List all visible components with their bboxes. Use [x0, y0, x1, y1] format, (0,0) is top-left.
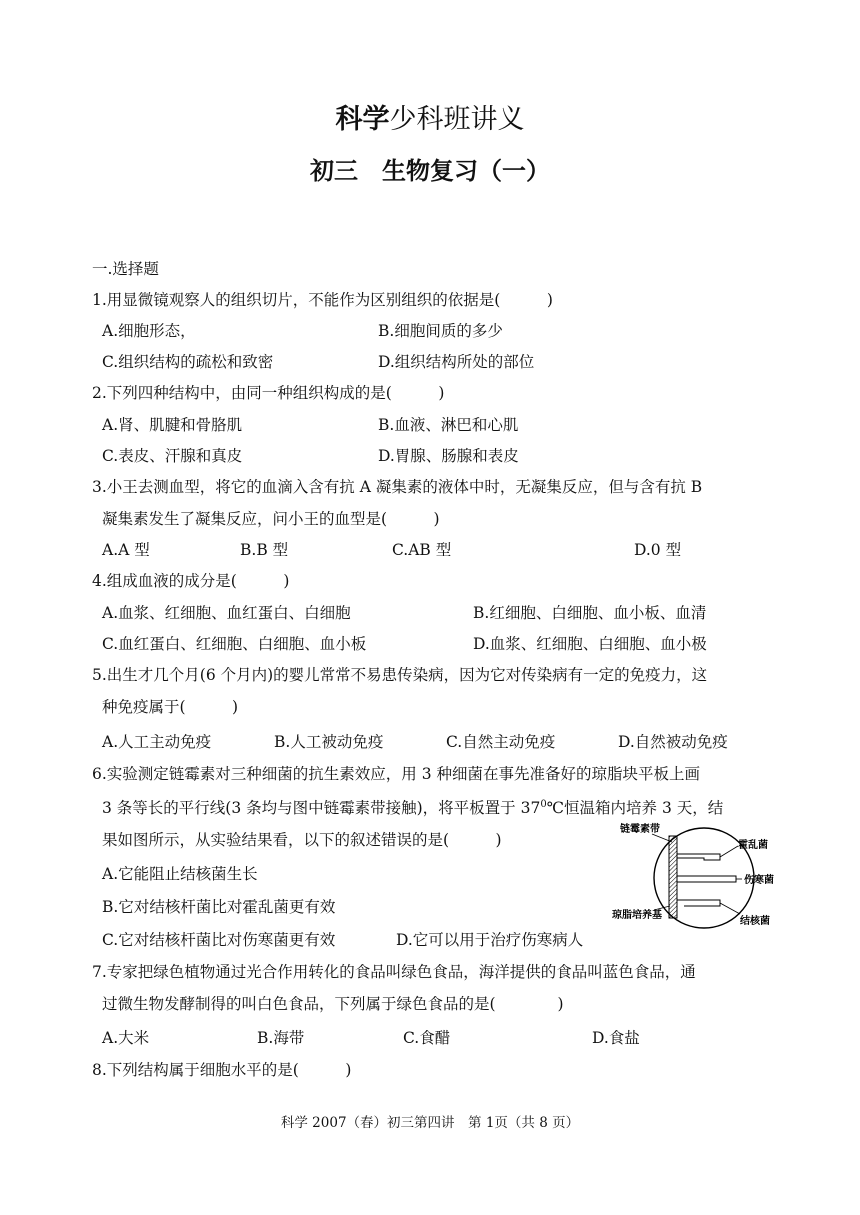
question-7-option-a: A.大米: [102, 1029, 150, 1047]
superscript-zero: 0: [540, 798, 547, 810]
question-5-option-b: B.人工被动免疫: [274, 733, 384, 751]
question-6-option-b: B.它对结核杆菌比对霍乱菌更有效: [102, 898, 336, 916]
question-7-option-c: C.食醋: [403, 1029, 451, 1047]
title-rest-part: 少科班讲义: [389, 104, 525, 135]
question-4-option-c: C.血红蛋白、红细胞、白细胞、血小板: [102, 635, 367, 653]
question-7-option-b: B.海带: [257, 1029, 305, 1047]
question-3-text-line-1: 3.小王去测血型，将它的血滴入含有抗 A 凝集素的液体中时，无凝集反应，但与含有抗 B: [92, 478, 703, 496]
cholera-streak: [677, 854, 720, 860]
question-6-line-2-part-1: 3 条等长的平行线(3 条均与图中链霉素带接触)，将平板置于 37: [102, 799, 541, 817]
question-3-option-a: A.A 型: [102, 541, 150, 559]
label-line-tuberculosis: [720, 903, 740, 914]
question-5-option-a: A.人工主动免疫: [102, 733, 212, 751]
question-1-option-a: A.细胞形态，: [102, 322, 196, 340]
streptomycin-plate-figure: [612, 822, 792, 930]
question-3-option-c: C.AB 型: [392, 541, 452, 559]
question-7-option-d: D.食盐: [592, 1029, 640, 1047]
section-heading: 一.选择题: [92, 260, 159, 278]
document-subtitle: 初三 生物复习（一）: [310, 156, 550, 185]
tuberculosis-streak: [677, 900, 720, 906]
question-2-option-c: C.表皮、汗腺和真皮: [102, 447, 243, 465]
question-3-option-d: D.0 型: [634, 541, 682, 559]
question-2-option-a: A.肾、肌腱和骨胳肌: [102, 416, 243, 434]
question-3-text-line-2: 凝集素发生了凝集反应，问小王的血型是( ): [102, 510, 440, 528]
question-5-option-d: D.自然被动免疫: [618, 733, 728, 751]
question-4-option-b: B.红细胞、白细胞、血小板、血清: [473, 604, 707, 622]
question-7-text-line-1: 7.专家把绿色植物通过光合作用转化的食品叫绿色食品，海洋提供的食品叫蓝色食品，通: [92, 963, 696, 981]
question-6-line-2-part-2: ℃恒温箱内培养 3 天，结: [546, 799, 724, 817]
typhoid-streak: [677, 876, 736, 882]
question-6-text-line-2: [102, 797, 723, 819]
question-6-text-line-3: 果如图所示，从实验结果看，以下的叙述错误的是( ): [102, 831, 502, 849]
question-6-text-line-1: 6.实验测定链霉素对三种细菌的抗生素效应，用 3 种细菌在事先准备好的琼脂块平板上画: [92, 765, 701, 783]
question-4-text: 4.组成血液的成分是( ): [92, 572, 290, 590]
question-3-option-b: B.B 型: [240, 541, 289, 559]
question-1-option-b: B.细胞间质的多少: [378, 322, 503, 340]
question-8-text: 8.下列结构属于细胞水平的是( ): [92, 1061, 352, 1079]
question-2-option-b: B.血液、淋巴和心肌: [378, 416, 519, 434]
question-6-option-c: C.它对结核杆菌比对伤寒菌更有效: [102, 931, 336, 949]
question-1-option-d: D.组织结构所处的部位: [378, 353, 535, 371]
question-5-text-line-2: 种免疫属于( ): [102, 698, 239, 716]
label-tuberculosis: 结核菌: [740, 916, 770, 927]
question-4-option-d: D.血浆、红细胞、白细胞、血小极: [473, 635, 707, 653]
question-6-option-d: D.它可以用于治疗伤寒病人: [396, 931, 584, 949]
label-typhoid: 伤寒菌: [744, 875, 774, 886]
question-1-option-c: C.组织结构的疏松和致密: [102, 353, 274, 371]
label-cholera: 霍乱菌: [738, 840, 768, 851]
question-7-text-line-2: 过微生物发酵制得的叫白色食品，下列属于绿色食品的是( ): [102, 995, 564, 1013]
question-6-option-a: A.它能阻止结核菌生长: [102, 865, 258, 883]
label-agar-medium: 琼脂培养基: [612, 910, 662, 921]
question-5-text-line-1: 5.出生才几个月(6 个月内)的婴儿常常不易患传染病，因为它对传染病有一定的免疫力，这: [92, 666, 708, 684]
question-2-option-d: D.胃腺、肠腺和表皮: [378, 447, 519, 465]
streptomycin-strip: [669, 836, 677, 918]
label-streptomycin-strip: 链霉素带: [620, 824, 660, 835]
question-5-option-c: C.自然主动免疫: [446, 733, 556, 751]
document-title: [0, 102, 860, 138]
page-footer: 科学 2007（春）初三第四讲 第 1页（共 8 页）: [280, 1115, 580, 1131]
question-4-option-a: A.血浆、红细胞、血红蛋白、白细胞: [102, 604, 351, 622]
title-bold-part: 科学: [335, 104, 390, 135]
question-2-text: 2.下列四种结构中，由同一种组织构成的是( ): [92, 384, 445, 402]
label-line-cholera: [720, 846, 738, 857]
question-1-text: 1.用显微镜观察人的组织切片，不能作为区别组织的依据是( ): [92, 291, 553, 309]
